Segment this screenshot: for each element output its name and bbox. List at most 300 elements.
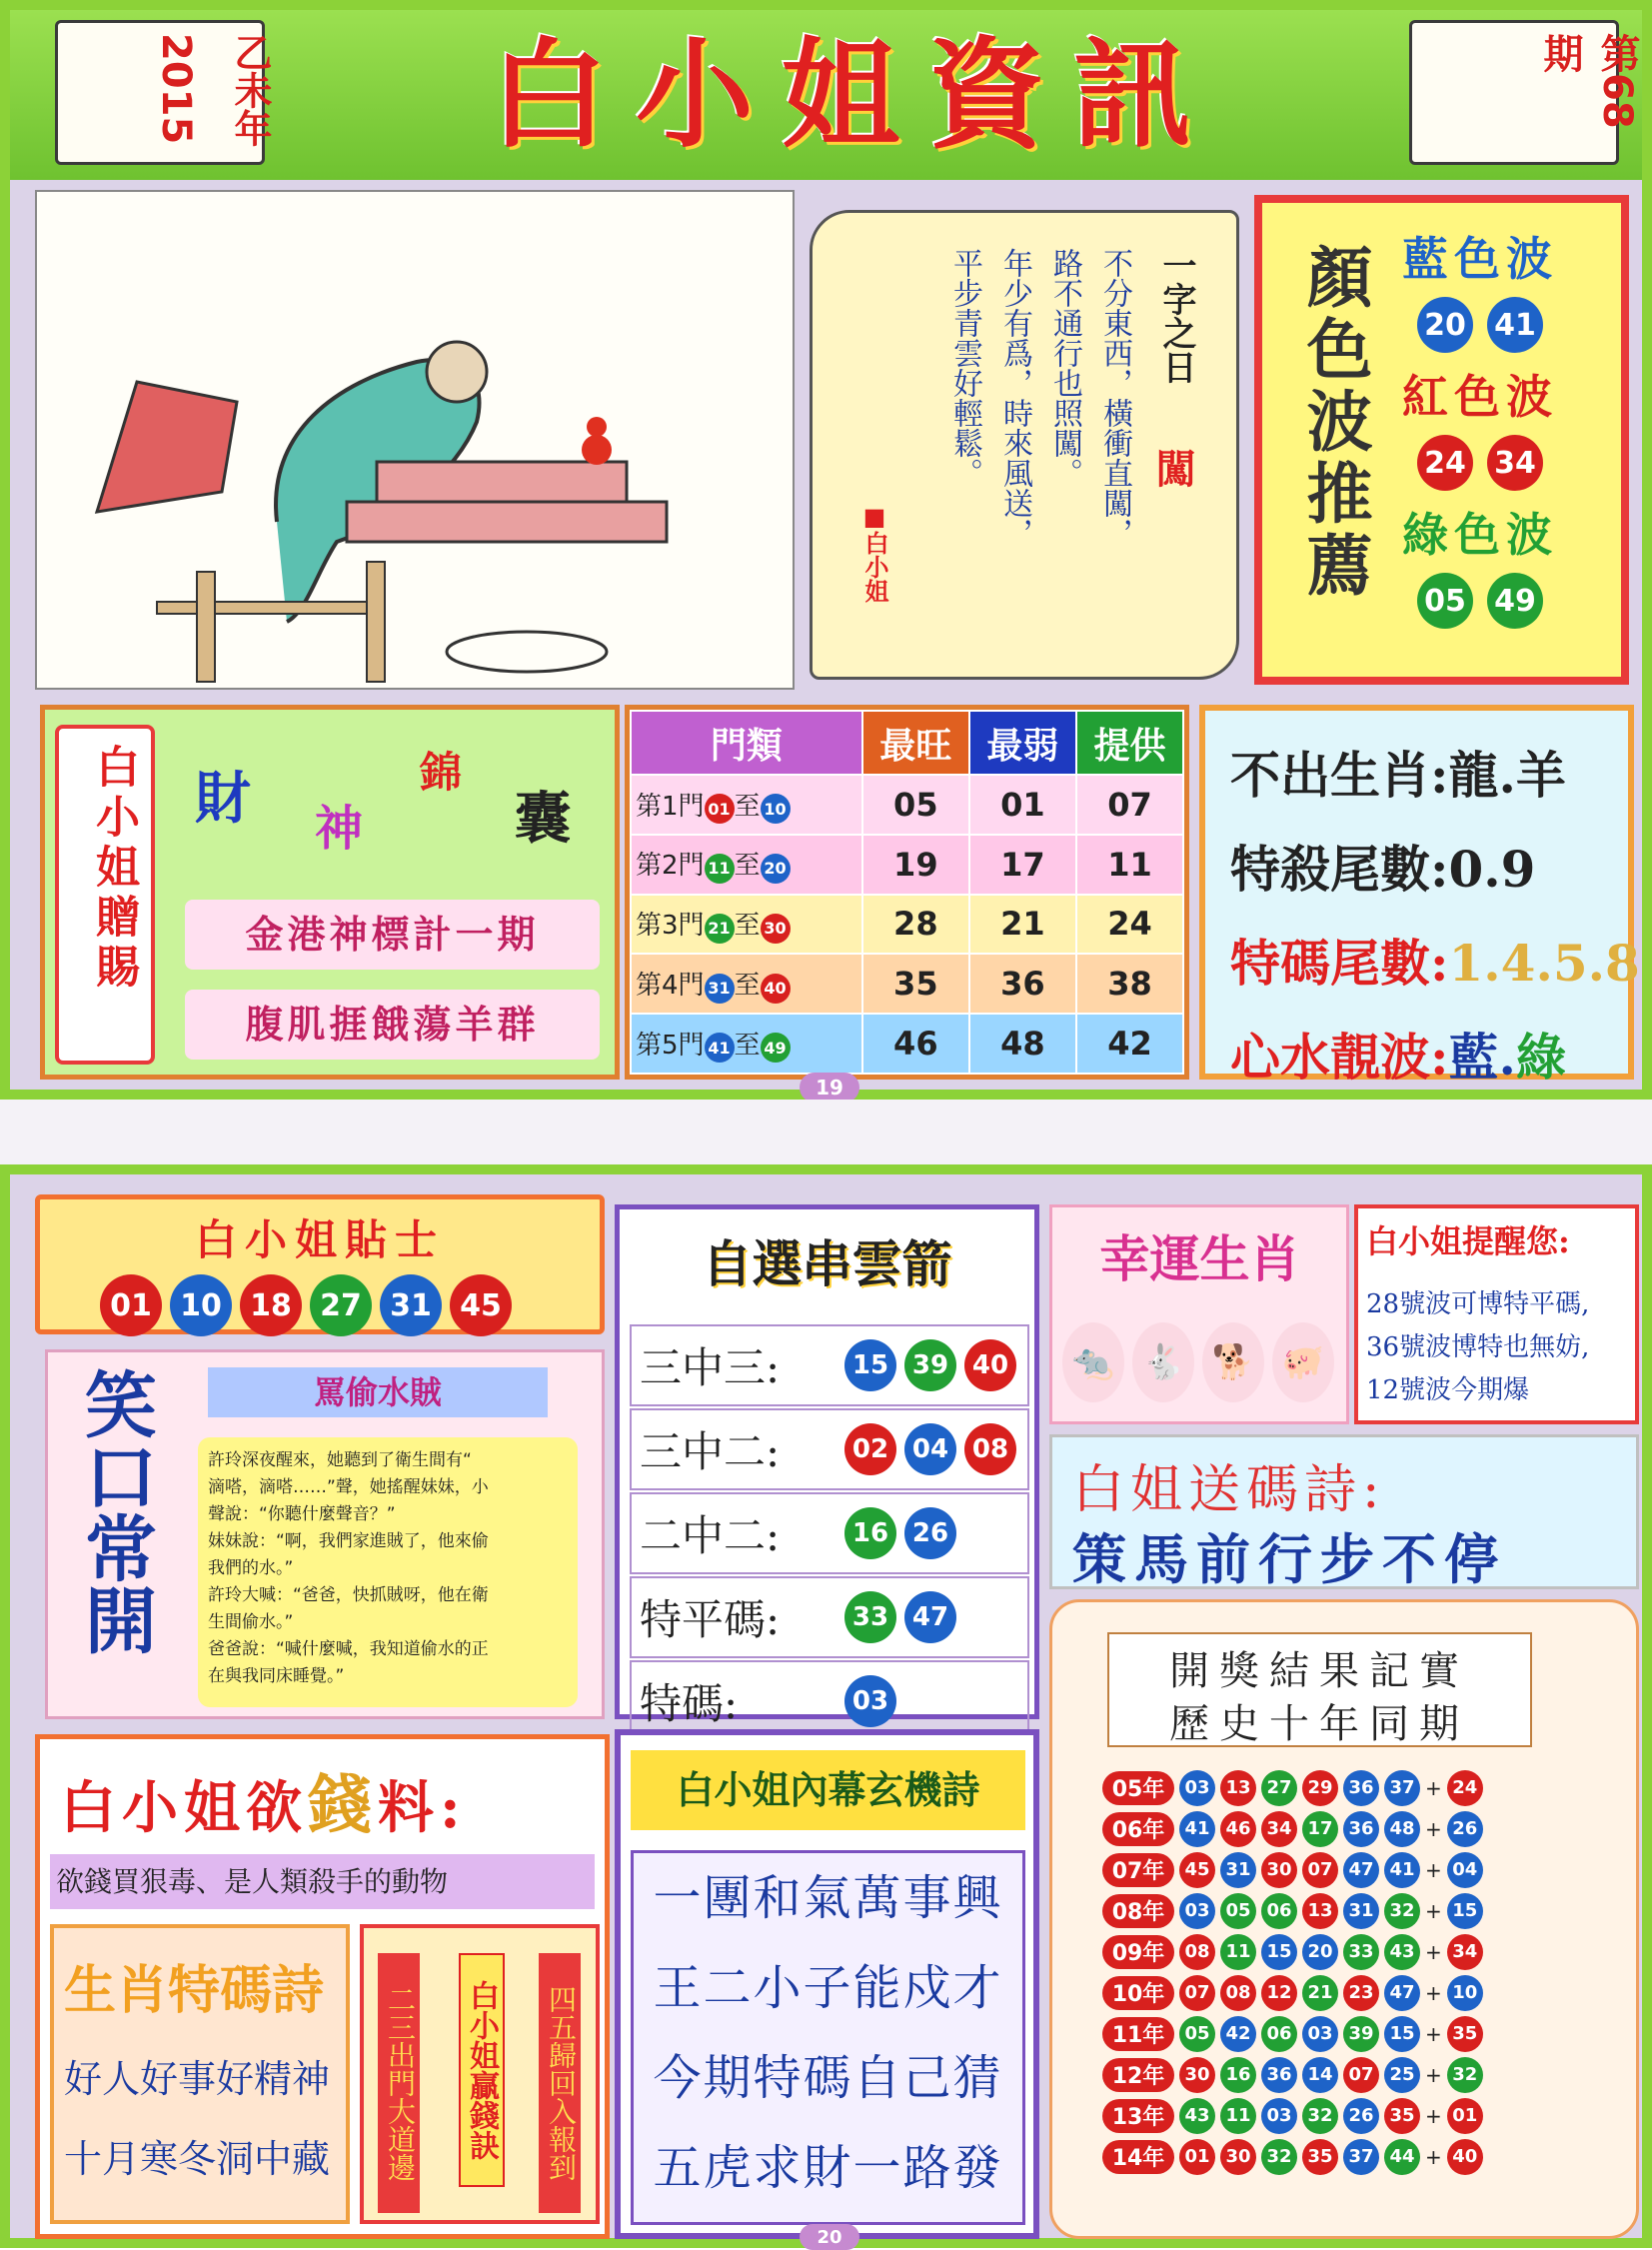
page-gap [0, 1100, 1652, 1164]
history-plus: + [1425, 1816, 1442, 1841]
joke-title: 罵偷水賊 [208, 1367, 548, 1417]
number-ball: 30 [1261, 1852, 1297, 1888]
number-ball: 31 [705, 974, 735, 1004]
door-cell: 21 [969, 895, 1076, 955]
remind-line: 36號波博特也無妨, [1366, 1332, 1590, 1362]
number-ball: 30 [1220, 2139, 1256, 2175]
secret-line: 五虎求財一路發 [653, 2140, 1003, 2196]
gift-panel [40, 705, 620, 1080]
number-ball: 26 [1447, 1811, 1483, 1847]
tips-panel [35, 1194, 605, 1334]
money-title-c: 料: [378, 1775, 467, 1841]
lucky-title: 幸運生肖 [1099, 1229, 1300, 1288]
number-ball: 27 [1261, 1770, 1297, 1806]
info-value: 0.9 [1448, 840, 1536, 899]
door-label [631, 895, 862, 955]
door-cell: 11 [1076, 835, 1183, 895]
door-to: 至 [734, 971, 761, 1002]
scroll-line: 路不通行也照闖。 [1047, 248, 1082, 488]
banner-right: 四五歸回入報到 [539, 1953, 581, 2213]
banner-box [360, 1924, 600, 2224]
door-name: 第4門 [636, 971, 705, 1002]
number-ball: 15 [1261, 1934, 1297, 1970]
door-label [631, 1014, 862, 1074]
number-ball: 41 [1384, 1852, 1420, 1888]
money-line: 欲錢買狠毒、是人類殺手的動物 [50, 1854, 595, 1909]
secret-panel [615, 1729, 1039, 2239]
history-plus: + [1425, 1775, 1442, 1800]
number-ball: 05 [1179, 2016, 1215, 2052]
joke-line: 聲說：“你聽什麼聲音？” [208, 1504, 396, 1524]
door-to: 至 [734, 851, 761, 882]
number-ball: 35 [1384, 2098, 1420, 2134]
door-table-row [631, 954, 1183, 1014]
scroll-char: 闖 [1149, 448, 1196, 488]
number-ball: 49 [761, 1033, 791, 1063]
number-ball: 08 [964, 1423, 1016, 1475]
money-title-b: 錢 [308, 1768, 378, 1843]
cloud-nums [844, 1507, 956, 1559]
main-title: 白小姐資訊 [489, 25, 1219, 164]
history-year: 09年 [1102, 1935, 1174, 1969]
secret-line: 今期特碼自己猜 [653, 2050, 1003, 2106]
history-plus: + [1425, 2144, 1442, 2169]
year-number: 2015 [153, 33, 199, 145]
zodiac-poem-title: 生肖特碼詩 [64, 1960, 325, 2021]
poem-scroll [810, 210, 1239, 680]
number-ball: 34 [1261, 1811, 1297, 1847]
number-ball: 11 [1220, 1934, 1256, 1970]
history-year: 10年 [1102, 1976, 1174, 2010]
door-label [631, 775, 862, 835]
top-page [0, 0, 1652, 1100]
number-ball: 01 [1447, 2098, 1483, 2134]
door-table-row [631, 1014, 1183, 1074]
door-table-header: 最弱 [969, 711, 1076, 775]
joke-line: 在與我同床睡覺。” [208, 1666, 345, 1686]
info-label: 特殺尾數: [1230, 840, 1449, 899]
page-number-top: 19 [800, 1073, 859, 1103]
cloud-label: 特平碼: [640, 1595, 781, 1644]
history-title1: 開獎結果記實 [1169, 1648, 1469, 1694]
door-table-row [631, 895, 1183, 955]
cloud-row [630, 1408, 1029, 1490]
number-ball: 04 [1447, 1852, 1483, 1888]
door-table-header: 最旺 [862, 711, 969, 775]
info-label: 特碼尾數: [1230, 934, 1449, 993]
history-rows [1102, 1767, 1483, 2177]
gift-char: 財 [195, 766, 251, 832]
history-year: 05年 [1102, 1771, 1174, 1805]
number-ball: 40 [964, 1339, 1016, 1391]
door-name: 第1門 [636, 791, 705, 822]
number-ball: 32 [1302, 2098, 1338, 2134]
door-table-header: 門類 [631, 711, 862, 775]
number-ball: 44 [1384, 2139, 1420, 2175]
issue-book [1409, 20, 1640, 165]
cloud-label: 二中二: [640, 1511, 781, 1560]
door-name: 第2門 [636, 851, 705, 882]
number-ball: 03 [1179, 1893, 1215, 1929]
number-ball: 26 [904, 1507, 956, 1559]
number-ball: 02 [844, 1423, 896, 1475]
cloud-nums [844, 1339, 1016, 1391]
number-ball: 16 [1220, 2057, 1256, 2093]
number-ball: 12 [1261, 1975, 1297, 2011]
history-year: 06年 [1102, 1812, 1174, 1846]
door-cell: 48 [969, 1014, 1076, 1074]
scroll-line: 平步青雲好輕鬆。 [947, 248, 982, 488]
door-table-row [631, 775, 1183, 835]
history-row [1102, 1890, 1483, 1931]
year-book [55, 20, 272, 165]
number-ball: 08 [1220, 1975, 1256, 2011]
number-ball: 31 [1220, 1852, 1256, 1888]
history-title2: 歷史十年同期 [1169, 1701, 1469, 1747]
door-to: 至 [734, 1030, 761, 1061]
door-cell: 01 [969, 775, 1076, 835]
door-cell: 46 [862, 1014, 969, 1074]
color-wave-panel [1254, 195, 1629, 685]
banner-left: 二三出門大道邊 [378, 1953, 420, 2213]
history-year: 08年 [1102, 1894, 1174, 1928]
number-ball: 31 [1343, 1893, 1379, 1929]
cloud-title: 自選串雲箭 [702, 1234, 952, 1293]
number-ball: 30 [761, 914, 791, 944]
pig-icon: 🐖 [1272, 1322, 1334, 1402]
number-ball: 15 [1447, 1893, 1483, 1929]
cloud-label: 三中三: [640, 1343, 781, 1392]
number-ball: 34 [1487, 435, 1543, 491]
number-ball: 01 [100, 1274, 162, 1336]
door-cell: 35 [862, 954, 969, 1014]
gift-char: 囊 [515, 786, 571, 852]
door-cell: 38 [1076, 954, 1183, 1014]
color-wave-nums [1417, 435, 1612, 491]
poem-send-title: 白姐送碼詩: [1072, 1460, 1386, 1520]
number-ball: 46 [1220, 1811, 1256, 1847]
number-ball: 39 [1343, 2016, 1379, 2052]
cloud-nums [844, 1423, 1016, 1475]
number-ball: 18 [240, 1274, 302, 1336]
color-wave-nums [1417, 297, 1612, 353]
number-ball: 06 [1261, 1893, 1297, 1929]
history-row [1102, 1767, 1483, 1808]
rabbit-icon: 🐇 [1132, 1322, 1194, 1402]
number-ball: 33 [844, 1591, 896, 1643]
joke-text-box [198, 1437, 578, 1707]
tips-nums [100, 1274, 512, 1336]
dog-icon: 🐕 [1202, 1322, 1264, 1402]
door-cell: 36 [969, 954, 1076, 1014]
color-wave-label: 藍色波 [1402, 232, 1558, 286]
door-cell: 07 [1076, 775, 1183, 835]
cloud-label: 特碼: [640, 1679, 739, 1728]
number-ball: 07 [1302, 1852, 1338, 1888]
door-table-panel [625, 705, 1189, 1080]
info-value: 藍. [1448, 1028, 1516, 1087]
cloud-rows [630, 1324, 1029, 1744]
number-ball: 21 [1302, 1975, 1338, 2011]
joke-line: 妹妹說：“啊，我們家進賊了，他來偷 [208, 1531, 489, 1551]
color-wave-title: 顏色波推薦 [1295, 243, 1373, 603]
number-ball: 21 [705, 914, 735, 944]
number-ball: 16 [844, 1507, 896, 1559]
joke-line: 爸爸說：“喊什麼喊，我知道偷水的正 [208, 1639, 489, 1659]
number-ball: 32 [1447, 2057, 1483, 2093]
info-value: 1.4.5.8 [1448, 934, 1640, 993]
gift-line1: 金港神標計一期 [185, 900, 600, 970]
color-wave-label: 紅色波 [1402, 370, 1558, 424]
door-cell: 19 [862, 835, 969, 895]
joke-line: 我們的水。” [208, 1558, 294, 1578]
info-line [1230, 1018, 1640, 1090]
joke-line: 許玲深夜醒來，她聽到了衛生間有“ [208, 1450, 472, 1470]
info-value: 綠 [1515, 1028, 1566, 1087]
history-row [1102, 2054, 1483, 2095]
door-cell: 17 [969, 835, 1076, 895]
scroll-lines [0, 248, 1136, 548]
history-row [1102, 2013, 1483, 2054]
number-ball: 49 [1487, 573, 1543, 629]
number-ball: 36 [1261, 2057, 1297, 2093]
header-bar [10, 10, 1642, 180]
number-ball: 13 [1302, 1893, 1338, 1929]
scroll-sign: ■白小姐 [860, 503, 888, 603]
number-ball: 20 [1417, 297, 1473, 353]
color-wave-nums [1417, 573, 1612, 629]
remind-line: 12號波今期爆 [1366, 1375, 1530, 1405]
number-ball: 40 [761, 974, 791, 1004]
gift-vertical: 白小姐贈賜 [88, 744, 139, 994]
number-ball: 11 [705, 854, 735, 884]
remind-title: 白小姐提醒您: [1366, 1222, 1570, 1260]
number-ball: 23 [1343, 1975, 1379, 2011]
secret-title: 白小姐內幕玄機詩 [631, 1750, 1025, 1830]
history-plus: + [1425, 1980, 1442, 2005]
history-title-box [1107, 1632, 1532, 1747]
door-cell: 28 [862, 895, 969, 955]
number-ball: 10 [1447, 1975, 1483, 2011]
number-ball: 36 [1343, 1770, 1379, 1806]
info-lines [1230, 736, 1640, 1112]
info-label: 心水靚波: [1230, 1028, 1449, 1087]
number-ball: 17 [1302, 1811, 1338, 1847]
cloud-label: 三中二: [640, 1427, 781, 1476]
banner-mid: 白小姐贏錢訣 [459, 1953, 505, 2187]
info-value: 龍.羊 [1448, 746, 1566, 805]
door-cell: 05 [862, 775, 969, 835]
rat-icon: 🐀 [1062, 1322, 1124, 1402]
lucky-panel [1049, 1204, 1349, 1424]
history-year: 12年 [1102, 2058, 1174, 2092]
cloud-nums [844, 1591, 956, 1643]
history-panel [1049, 1599, 1639, 2239]
secret-lines [631, 1850, 1025, 2225]
joke-panel [45, 1349, 605, 1719]
number-ball: 01 [1179, 2139, 1215, 2175]
number-ball: 45 [450, 1274, 512, 1336]
number-ball: 06 [1261, 2016, 1297, 2052]
number-ball: 20 [761, 854, 791, 884]
history-row [1102, 1931, 1483, 1972]
cloud-row [630, 1492, 1029, 1574]
cloud-row [630, 1324, 1029, 1406]
history-row [1102, 2136, 1483, 2177]
door-table-header: 提供 [1076, 711, 1183, 775]
number-ball: 42 [1220, 2016, 1256, 2052]
info-line [1230, 924, 1640, 996]
cloud-row [630, 1576, 1029, 1658]
joke-line: 生間偷水。” [208, 1612, 294, 1632]
info-line [1230, 736, 1640, 808]
joke-line: 滴嗒，滴嗒……”聲，她搖醒妹妹，小 [208, 1477, 489, 1497]
info-label: 不出生肖: [1230, 746, 1449, 805]
secret-line: 一團和氣萬事興 [653, 1870, 1003, 1926]
gift-vertical-box [55, 725, 155, 1065]
door-name: 第5門 [636, 1030, 705, 1061]
joke-line: 許玲大喊：“爸爸，快抓賊呀，他在衛 [208, 1585, 489, 1605]
number-ball: 10 [170, 1274, 232, 1336]
history-row [1102, 2095, 1483, 2136]
number-ball: 15 [1384, 2016, 1420, 2052]
number-ball: 01 [705, 794, 735, 824]
joke-vertical: 笑口常開 [73, 1367, 158, 1655]
number-ball: 07 [1179, 1975, 1215, 2011]
number-ball: 43 [1384, 1934, 1420, 1970]
number-ball: 41 [705, 1033, 735, 1063]
number-ball: 05 [1220, 1893, 1256, 1929]
history-plus: + [1425, 1898, 1442, 1923]
door-label [631, 954, 862, 1014]
number-ball: 37 [1384, 1770, 1420, 1806]
gift-char: 錦 [420, 748, 463, 797]
money-title-a: 白小姐欲 [60, 1775, 308, 1841]
number-ball: 41 [1179, 1811, 1215, 1847]
remind-panel [1354, 1204, 1639, 1424]
number-ball: 08 [1179, 1934, 1215, 1970]
door-cell: 42 [1076, 1014, 1183, 1074]
history-plus: + [1425, 1857, 1442, 1882]
money-title [60, 1754, 467, 1846]
zodiac-poem-line1: 好人好事好精神 [64, 2057, 331, 2101]
number-ball: 10 [761, 794, 791, 824]
door-to: 至 [734, 791, 761, 822]
number-ball: 24 [1417, 435, 1473, 491]
history-row [1102, 1972, 1483, 2013]
history-plus: + [1425, 2062, 1442, 2087]
number-ball: 47 [904, 1591, 956, 1643]
poem-send-line: 策馬前行步不停 [1072, 1527, 1506, 1591]
number-ball: 15 [844, 1339, 896, 1391]
number-ball: 27 [310, 1274, 372, 1336]
number-ball: 30 [1179, 2057, 1215, 2093]
history-plus: + [1425, 2021, 1442, 2046]
scroll-line: 年少有爲，時來風送， [997, 248, 1032, 548]
number-ball: 35 [1302, 2139, 1338, 2175]
gift-line2: 腹肌捱餓蕩羊群 [185, 990, 600, 1060]
number-ball: 40 [1447, 2139, 1483, 2175]
poem-send-panel [1049, 1434, 1639, 1589]
door-table [630, 710, 1184, 1075]
zodiac-poem-box [50, 1924, 350, 2224]
door-to: 至 [734, 911, 761, 942]
number-ball: 25 [1384, 2057, 1420, 2093]
number-ball: 36 [1343, 1811, 1379, 1847]
history-row [1102, 1808, 1483, 1849]
number-ball: 47 [1384, 1975, 1420, 2011]
page-number-bottom: 20 [800, 2224, 859, 2250]
door-name: 第3門 [636, 911, 705, 942]
number-ball: 48 [1384, 1811, 1420, 1847]
secret-line: 王二小子能戍才 [653, 1960, 1003, 2016]
number-ball: 41 [1487, 297, 1543, 353]
color-wave-label: 綠色波 [1402, 508, 1558, 562]
zodiac-poem-line2: 十月寒冬洞中藏 [64, 2137, 331, 2181]
money-panel [35, 1734, 610, 2239]
history-plus: + [1425, 2103, 1442, 2128]
remind-line: 28號波可博特平碼, [1366, 1289, 1590, 1319]
number-ball: 07 [1343, 2057, 1379, 2093]
history-year: 14年 [1102, 2140, 1174, 2174]
door-cell: 24 [1076, 895, 1183, 955]
scroll-title: 一字之日 [1156, 248, 1196, 384]
number-ball: 34 [1447, 1934, 1483, 1970]
door-table-row [631, 835, 1183, 895]
history-year: 13年 [1102, 2099, 1174, 2133]
number-ball: 13 [1220, 1770, 1256, 1806]
number-ball: 11 [1220, 2098, 1256, 2134]
number-ball: 31 [380, 1274, 442, 1336]
number-ball: 39 [904, 1339, 956, 1391]
lucky-animals [1062, 1322, 1334, 1402]
number-ball: 03 [844, 1675, 896, 1727]
tips-title: 白小姐貼士 [194, 1215, 445, 1264]
number-ball: 03 [1261, 2098, 1297, 2134]
number-ball: 26 [1343, 2098, 1379, 2134]
color-wave-groups [1402, 213, 1612, 629]
number-ball: 29 [1302, 1770, 1338, 1806]
door-label [631, 835, 862, 895]
number-ball: 03 [1179, 1770, 1215, 1806]
info-line [1230, 830, 1640, 902]
number-ball: 24 [1447, 1770, 1483, 1806]
number-ball: 03 [1302, 2016, 1338, 2052]
number-ball: 04 [904, 1423, 956, 1475]
cloud-nums [844, 1675, 896, 1727]
number-ball: 33 [1343, 1934, 1379, 1970]
history-row [1102, 1849, 1483, 1890]
history-year: 11年 [1102, 2017, 1174, 2051]
scroll-line: 不分東西，橫衝直闖， [1097, 248, 1132, 548]
number-ball: 47 [1343, 1852, 1379, 1888]
number-ball: 05 [1417, 573, 1473, 629]
number-ball: 32 [1261, 2139, 1297, 2175]
number-ball: 20 [1302, 1934, 1338, 1970]
number-ball: 37 [1343, 2139, 1379, 2175]
number-ball: 43 [1179, 2098, 1215, 2134]
history-plus: + [1425, 1939, 1442, 1964]
number-ball: 45 [1179, 1852, 1215, 1888]
info-panel [1199, 705, 1640, 1087]
bottom-page [0, 1164, 1652, 2248]
year-name: 乙未年 [228, 33, 272, 147]
issue-number: 第68期 [1537, 33, 1640, 129]
number-ball: 35 [1447, 2016, 1483, 2052]
history-year: 07年 [1102, 1853, 1174, 1887]
number-ball: 14 [1302, 2057, 1338, 2093]
cloud-panel [615, 1204, 1039, 1728]
